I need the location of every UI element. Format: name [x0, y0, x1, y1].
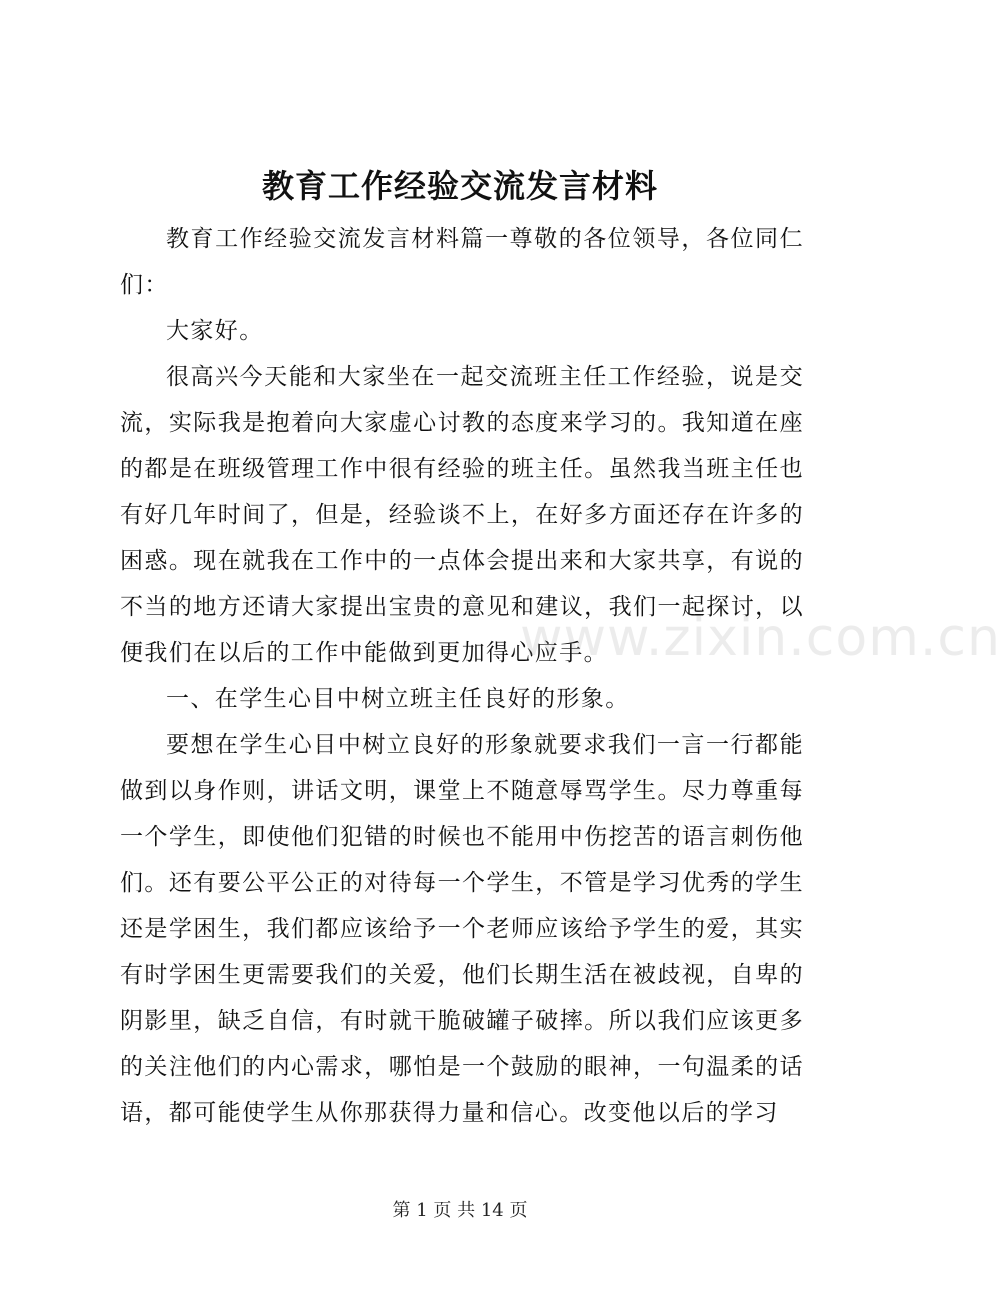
watermark: www.zixin.com.cn: [520, 608, 1001, 668]
document-title: 教育工作经验交流发言材料: [261, 167, 658, 205]
paragraph-intro: 教育工作经验交流发言材料篇一尊敬的各位领导，各位同仁们：: [120, 226, 804, 298]
paragraph-section-1: 要想在学生心目中树立良好的形象就要求我们一言一行都能做到以身作则，讲话文明，课堂上不随意辱骂学生。尽力尊重每一个学生，即使他们犯错的时候也不能用中伤挖苦的语言刺伤他们。还有要公平公正的对待每一个学生，不管是学习优秀的学生还是学困生，我们都应该给予一个老师应该给予学生的爱，其实有时学困生更需要我们的关爱，他们长期生活在被歧视，自卑的阴影里，缺乏自信，有时就干脆破罐子破摔。所以我们应该更多的关注他们的内心需求，哪怕是一个鼓励的眼神，一句温柔的话语，都可能使学生从你那获得力量和信心。改变他以后的学习: [120, 732, 804, 1126]
section-heading-1: 一、在学生心目中树立班主任良好的形象。: [166, 686, 630, 712]
document-body: [120, 216, 804, 1136]
paragraph-greeting: 大家好。: [166, 318, 264, 344]
paragraph-opening: 很高兴今天能和大家坐在一起交流班主任工作经验，说是交流，实际我是抱着向大家虚心讨教的态度来学习的。我知道在座的都是在班级管理工作中很有经验的班主任。虽然我当班主任也有好几年时间了，但是，经验谈不上，在好多方面还存在许多的困惑。现在就我在工作中的一点体会提出来和大家共享，有说的不当的地方还请大家提出宝贵的意见和建议，我们一起探讨，以便我们在以后的工作中能做到更加得心应手。: [120, 364, 804, 666]
page-footer: 第 1 页 共 14 页: [392, 1200, 528, 1221]
